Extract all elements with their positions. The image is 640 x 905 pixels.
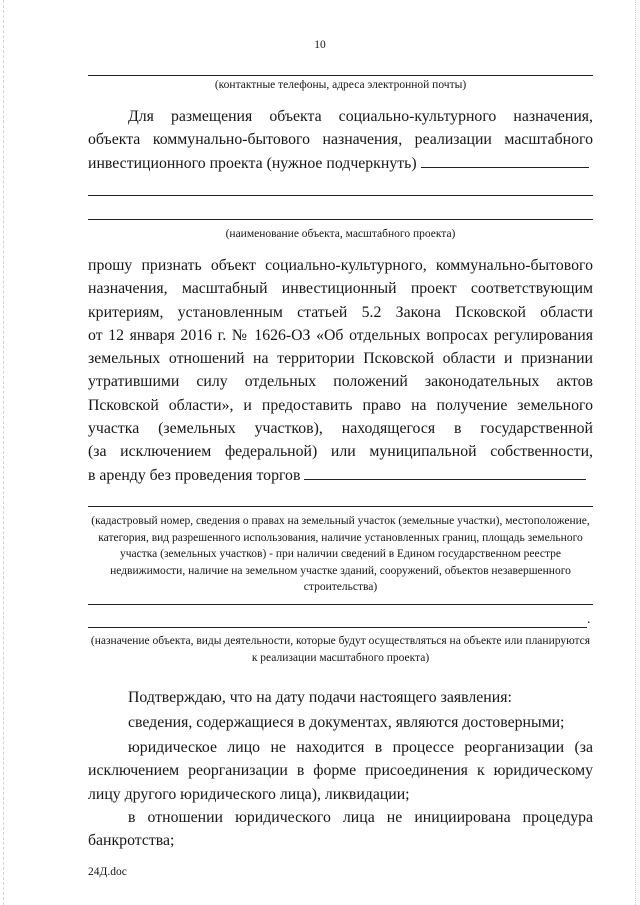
confirm-item-2-line: юридическое лицо не находится в процессе реорганизации (за xyxy=(128,739,593,756)
request-line: критериям, установленным статьей 5.2 Закона Псковской области xyxy=(88,303,593,321)
object-name-caption: (наименование объекта, масштабного проекта) xyxy=(225,228,456,240)
confirm-heading xyxy=(88,686,593,709)
request-paragraph xyxy=(88,254,593,487)
request-line: (за исключением федеральной) или муниципальной собственности, xyxy=(88,443,593,461)
object-fill-line-2[interactable] xyxy=(88,219,593,220)
request-line-text: в аренду без проведения торгов xyxy=(88,466,301,484)
intro-line: объекта коммунально-бытового назначения, реализации масштабного xyxy=(88,131,593,149)
object-fill-line-1[interactable] xyxy=(88,195,593,196)
request-line: участка (земельных участков), находящегося в государственной xyxy=(88,420,593,438)
request-line: земельных отношений на территории Псковской области и признании xyxy=(88,350,593,368)
request-line xyxy=(88,464,593,487)
request-line: Псковской области», и предоставить право на получение земельного xyxy=(88,396,593,414)
confirm-item-2-line: лицу другого юридического лица), ликвидации; xyxy=(88,785,410,803)
purpose-line-period: . xyxy=(587,612,591,627)
confirm-item-2-line: исключением реорганизации в форме присоединения к юридическому xyxy=(88,762,593,780)
land-plot-fill-line[interactable] xyxy=(304,479,586,480)
document-filename: 24Д.doc xyxy=(88,866,127,878)
cadastral-fill-line[interactable] xyxy=(88,506,593,507)
purpose-fill-line-2[interactable] xyxy=(88,627,587,628)
confirm-item-1 xyxy=(88,711,593,734)
confirm-item-3-line: банкротства; xyxy=(88,832,175,850)
purpose-caption: (назначение объекта, виды деятельности, которые будут осуществляться на объекте или планируются к реализации масштабного проекта) xyxy=(90,635,591,664)
confirm-heading-text: Подтверждаю, что на дату подачи настоящего заявления: xyxy=(128,689,512,706)
contacts-caption: (контактные телефоны, адреса электронной почты) xyxy=(214,79,467,91)
confirm-item-1-text: сведения, содержащиеся в документах, являются достоверными; xyxy=(128,714,565,731)
request-line: прошу признать объект социально-культурного, коммунально-бытового xyxy=(88,257,593,274)
intro-paragraph xyxy=(88,105,593,175)
confirm-item-3 xyxy=(88,806,593,853)
page-number: 10 xyxy=(314,39,326,51)
request-line: утратившими силу отдельных положений законодательных актов xyxy=(88,373,593,391)
cadastral-caption: (кадастровый номер, сведения о правах на земельный участок (земельные участки), местоположение, категория, вид разрешенного использования, наличие установленных границ, площадь земельного участка (земельных участков) - при наличии сведений в Едином государственном реестре недвижимости, наличие на земельном участке зданий, сооружений, объектов незавершенного строительства) xyxy=(91,515,590,593)
confirm-item-3-line: в отношении юридического лица не инициирована процедура xyxy=(128,809,593,826)
intro-line-text: инвестиционного проекта (нужное подчеркнуть) xyxy=(88,154,417,172)
contacts-fill-line[interactable] xyxy=(88,75,593,76)
intro-line: Для размещения объекта социально-культурного назначения, xyxy=(128,108,593,125)
project-type-fill-line[interactable] xyxy=(421,167,589,168)
intro-line xyxy=(88,152,593,175)
scan-left-edge xyxy=(3,0,4,905)
purpose-fill-line-1[interactable] xyxy=(88,604,593,605)
scan-right-edge xyxy=(635,0,636,905)
request-line: от 12 января 2016 г. № 1626-ОЗ «Об отдельных вопросах регулирования xyxy=(88,326,593,344)
confirm-item-2 xyxy=(88,736,593,806)
request-line: назначения, масштабный инвестиционный проект соответствующим xyxy=(88,280,593,298)
